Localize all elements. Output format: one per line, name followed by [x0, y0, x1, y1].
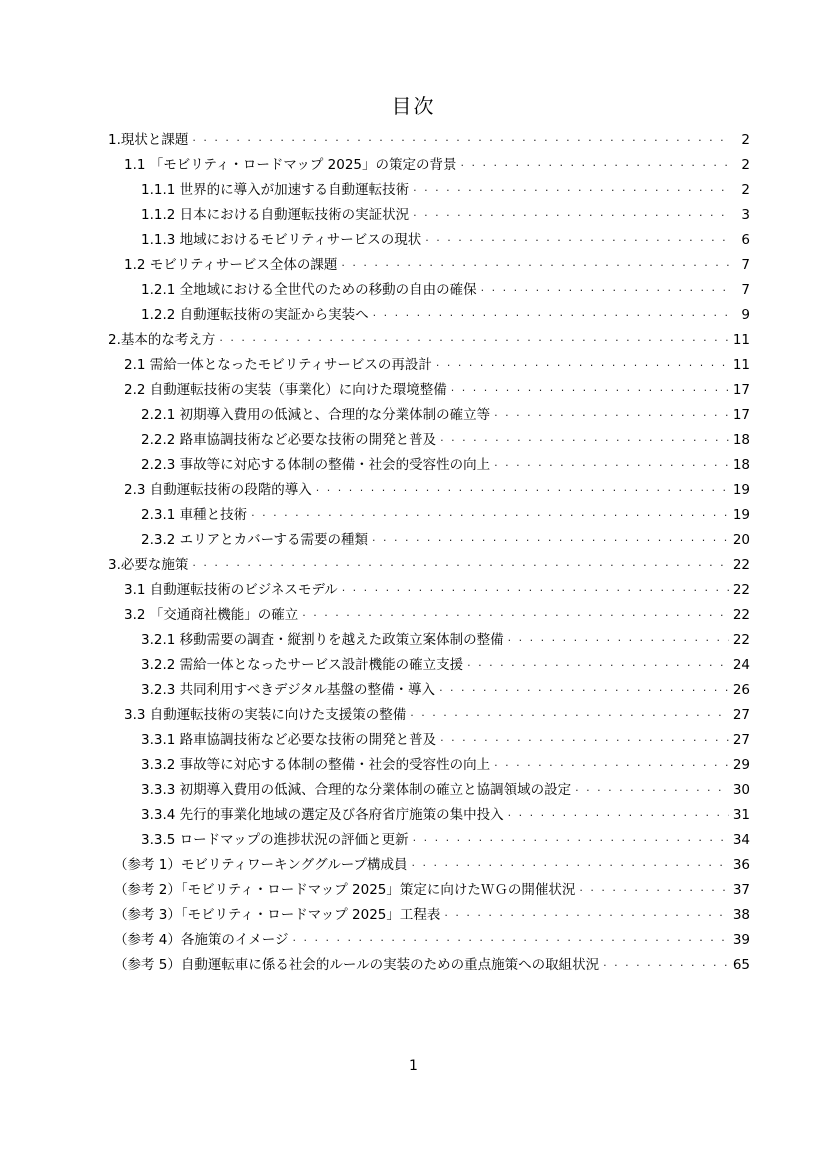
toc-entry-label: 1.現状と課題 — [108, 132, 189, 148]
toc-entry-label: 3.3 自動運転技術の実装に向けた支援策の整備 — [124, 707, 407, 723]
dot-leader — [192, 552, 728, 574]
toc-entry[interactable] — [141, 504, 750, 526]
dot-leader — [439, 677, 729, 699]
toc-entry[interactable] — [114, 954, 750, 976]
toc-entry[interactable] — [141, 754, 750, 776]
toc-entry[interactable] — [141, 629, 750, 651]
toc-entry-label: 3.3.5 ロードマップの進捗状況の評価と更新 — [141, 832, 409, 848]
toc-entry-label: 2.基本的な考え方 — [108, 332, 216, 348]
dot-leader — [373, 302, 732, 324]
toc-entry[interactable] — [141, 179, 750, 201]
toc-entry-page: 37 — [732, 882, 750, 898]
toc-entry-label: 2.2.1 初期導入費用の低減と、合理的な分業体制の確立等 — [141, 407, 491, 423]
toc-entry-label: （参考 1）モビリティワーキンググループ構成員 — [114, 857, 408, 873]
toc-entry-label: 3.2 「交通商社機能」の確立 — [124, 607, 299, 623]
dot-leader — [251, 502, 729, 524]
toc-entry[interactable] — [124, 379, 750, 401]
toc-entry[interactable] — [141, 454, 750, 476]
dot-leader — [508, 802, 729, 824]
dot-leader — [219, 327, 728, 349]
toc-entry-page: 29 — [732, 757, 750, 773]
toc-entry[interactable] — [141, 204, 750, 226]
toc-entry[interactable] — [124, 704, 750, 726]
toc-entry[interactable] — [114, 854, 750, 876]
toc-entry-label: 3.2.1 移動需要の調査・縦割りを越えた政策立案体制の整備 — [141, 632, 504, 648]
toc-entry-label: 2.1 需給一体となったモビリティサービスの再設計 — [124, 357, 432, 373]
toc-entry-label: 1.2.1 全地域における全世代のための移動の自由の確保 — [141, 282, 477, 298]
toc-entry-page: 19 — [732, 507, 750, 523]
toc-entry[interactable] — [141, 429, 750, 451]
toc-entry[interactable] — [124, 604, 750, 626]
dot-leader — [440, 427, 729, 449]
dot-leader — [192, 127, 732, 149]
toc-entry-label: 2.2.2 路車協調技術など必要な技術の開発と普及 — [141, 432, 437, 448]
toc-entry-page: 34 — [732, 832, 750, 848]
toc-entry-label: 3.2.3 共同利用すべきデジタル基盤の整備・導入 — [141, 682, 436, 698]
dot-leader — [440, 727, 729, 749]
toc-entry-label: 1.1.1 世界的に導入が加速する自動運転技術 — [141, 182, 410, 198]
toc-entry[interactable] — [108, 129, 750, 151]
toc-entry-page: 20 — [732, 532, 750, 548]
toc-entry-page: 17 — [732, 382, 750, 398]
dot-leader — [467, 652, 729, 674]
toc-entry-page: 22 — [732, 582, 750, 598]
toc-entry[interactable] — [141, 779, 750, 801]
toc-entry[interactable] — [114, 904, 750, 926]
toc-entry-label: 2.3.2 エリアとカバーする需要の種類 — [141, 532, 368, 548]
dot-leader — [341, 252, 732, 274]
toc-entry-page: 18 — [732, 432, 750, 448]
toc-entry-label: 2.3.1 車種と技術 — [141, 507, 248, 523]
toc-entry-label: （参考 5）自動運転車に係る社会的ルールの実装のための重点施策への取組状況 — [114, 957, 600, 973]
toc-entry-page: 38 — [732, 907, 750, 923]
toc-entry[interactable] — [108, 329, 750, 351]
toc-entry-page: 19 — [732, 482, 750, 498]
toc-entry[interactable] — [124, 154, 750, 176]
toc-entry-page: 24 — [732, 657, 750, 673]
toc-entry[interactable] — [114, 879, 750, 901]
toc-entry[interactable] — [141, 804, 750, 826]
toc-entry-page: 11 — [732, 357, 750, 373]
dot-leader — [494, 402, 729, 424]
toc-entry[interactable] — [141, 729, 750, 751]
toc-entry-page: 65 — [732, 957, 750, 973]
toc-entry[interactable] — [124, 354, 750, 376]
toc-entry-page: 6 — [741, 232, 750, 248]
toc-entry-label: 1.2.2 自動運転技術の実証から実装へ — [141, 307, 369, 323]
toc-entry[interactable] — [141, 679, 750, 701]
toc-entry-page: 22 — [732, 607, 750, 623]
dot-leader — [444, 902, 728, 924]
toc-entry-label: 3.3.3 初期導入費用の低減、合理的な分業体制の確立と協調領域の設定 — [141, 782, 572, 798]
toc-entry-label: 3.1 自動運転技術のビジネスモデル — [124, 582, 338, 598]
dot-leader — [372, 527, 729, 549]
page-number: 1 — [409, 1058, 418, 1074]
toc-entry-label: 1.1.2 日本における自動運転技術の実証状況 — [141, 207, 410, 223]
toc-entry-label: 3.2.2 需給一体となったサービス設計機能の確立支援 — [141, 657, 464, 673]
toc-entry-label: 2.2 自動運転技術の実装（事業化）に向けた環境整備 — [124, 382, 447, 398]
toc-entry-page: 39 — [732, 932, 750, 948]
toc-entry-label: 3.3.4 先行的事業化地域の選定及び各府省庁施策の集中投入 — [141, 807, 504, 823]
dot-leader — [316, 477, 729, 499]
toc-entry-page: 36 — [732, 857, 750, 873]
dot-leader — [436, 352, 729, 374]
toc-entry-label: 1.1 「モビリティ・ロードマップ 2025」の策定の背景 — [124, 157, 457, 173]
page-title: 目次 — [391, 94, 436, 118]
dot-leader — [481, 277, 732, 299]
toc-entry[interactable] — [141, 279, 750, 301]
toc-entry[interactable] — [141, 529, 750, 551]
toc-entry-label: 1.2 モビリティサービス全体の課題 — [124, 257, 338, 273]
toc-entry-page: 22 — [732, 557, 750, 573]
toc-entry-page: 31 — [732, 807, 750, 823]
dot-leader — [461, 152, 732, 174]
toc-entry-page: 7 — [741, 257, 750, 273]
dot-leader — [413, 177, 732, 199]
toc-entry-label: 3.3.1 路車協調技術など必要な技術の開発と普及 — [141, 732, 437, 748]
toc-entry-label: （参考 2）「モビリティ・ロードマップ 2025」策定に向けたＷＧの開催状況 — [114, 882, 576, 898]
toc-entry-page: 9 — [741, 307, 750, 323]
toc-entry-page: 2 — [741, 157, 750, 173]
toc-entry[interactable] — [141, 404, 750, 426]
toc-entry-page: 27 — [732, 707, 750, 723]
toc-entry-page: 11 — [732, 332, 750, 348]
toc-entry-label: 1.1.3 地域におけるモビリティサービスの現状 — [141, 232, 422, 248]
toc-entry-label: 3.3.2 事故等に対応する体制の整備・社会的受容性の向上 — [141, 757, 491, 773]
dot-leader — [342, 577, 729, 599]
toc-entry[interactable] — [124, 479, 750, 501]
dot-leader — [410, 702, 729, 724]
dot-leader — [413, 202, 732, 224]
dot-leader — [292, 927, 728, 949]
toc-entry-label: （参考 4）各施策のイメージ — [114, 932, 289, 948]
toc-entry[interactable] — [141, 654, 750, 676]
toc-entry[interactable] — [141, 229, 750, 251]
toc-entry-label: （参考 3）「モビリティ・ロードマップ 2025」工程表 — [114, 907, 441, 923]
dot-leader — [425, 227, 732, 249]
toc-entry[interactable] — [108, 554, 750, 576]
dot-leader — [603, 952, 729, 974]
toc-entry-label: 2.3 自動運転技術の段階的導入 — [124, 482, 312, 498]
dot-leader — [579, 877, 728, 899]
toc-entry-page: 22 — [732, 632, 750, 648]
dot-leader — [451, 377, 729, 399]
toc-entry-page: 17 — [732, 407, 750, 423]
toc-entry[interactable] — [124, 579, 750, 601]
toc-entry-label: 2.2.3 事故等に対応する体制の整備・社会的受容性の向上 — [141, 457, 491, 473]
toc-entry-page: 2 — [741, 132, 750, 148]
dot-leader — [575, 777, 729, 799]
toc-entry-page: 2 — [741, 182, 750, 198]
toc-entry-page: 26 — [732, 682, 750, 698]
toc-entry-page: 27 — [732, 732, 750, 748]
dot-leader — [302, 602, 729, 624]
toc-entry[interactable] — [124, 254, 750, 276]
toc-entry-page: 7 — [741, 282, 750, 298]
toc-entry[interactable] — [114, 929, 750, 951]
toc-entry-page: 3 — [741, 207, 750, 223]
dot-leader — [508, 627, 729, 649]
dot-leader — [494, 752, 729, 774]
dot-leader — [494, 452, 729, 474]
toc-entry[interactable] — [141, 304, 750, 326]
dot-leader — [412, 852, 729, 874]
toc-entry-label: 3.必要な施策 — [108, 557, 189, 573]
dot-leader — [413, 827, 729, 849]
toc-entry-page: 30 — [732, 782, 750, 798]
toc-entry-page: 18 — [732, 457, 750, 473]
toc-entry[interactable] — [141, 829, 750, 851]
